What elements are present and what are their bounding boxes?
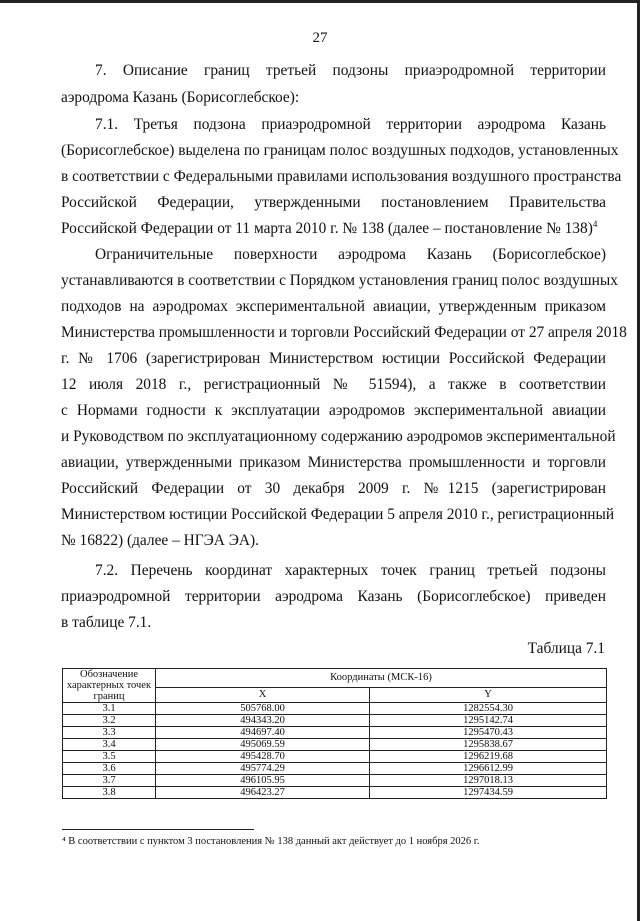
- paragraph-text-line: в соответствии с Федеральными правилами использования воздушного пространства: [61, 168, 622, 185]
- paragraph-text-line: [61, 220, 606, 238]
- header-x: X: [156, 687, 370, 702]
- y-cell: 1295470.43: [370, 727, 607, 739]
- y-cell: 1282554.30: [370, 703, 607, 715]
- header-coordinates: Координаты (МСК-16): [156, 669, 607, 688]
- table-row: [63, 703, 607, 715]
- table-row: [63, 763, 607, 775]
- table-row: [63, 787, 607, 799]
- y-cell: 1295142.74: [370, 715, 607, 727]
- x-cell: 495069.59: [156, 739, 370, 751]
- table-row: [63, 775, 607, 787]
- y-cell: 1297018.13: [370, 775, 607, 787]
- footnote-separator: [62, 829, 254, 830]
- paragraph-text-line: (Борисоглебское) выделена по границам полос воздушных подходов, установленных: [61, 142, 619, 159]
- point-cell: 3.1: [63, 703, 156, 715]
- scan-edge-top: [0, 0, 640, 3]
- paragraph-text-line: г. № 1706 (зарегистрирован Министерством юстиции Российской Федерации: [61, 350, 606, 367]
- paragraph-text-line: с Нормами годности к эксплуатации аэродромов экспериментальной авиации: [61, 402, 606, 419]
- y-cell: 1296219.68: [370, 751, 607, 763]
- page-number: 27: [312, 30, 328, 46]
- paragraph-text-line: 7.1. Третья подзона приаэродромной территории аэродрома Казань: [95, 116, 606, 133]
- paragraph-text-line: авиации, утвержденными приказом Министерства промышленности и торговли: [61, 454, 606, 471]
- x-cell: 495428.70: [156, 751, 370, 763]
- paragraph-text-line: Министерства промышленности и торговли Российский Федерации от 27 апреля 2018: [61, 324, 627, 341]
- paragraph-text-line: приаэродромной территории аэродрома Казань (Борисоглебское) приведен: [61, 588, 606, 605]
- paragraph-text-line: 7.2. Перечень координат характерных точек границ третьей подзоны: [95, 562, 606, 579]
- header-point-designation: Обозначение характерных точек границ: [63, 669, 156, 703]
- paragraph-text-line: Российский Федерации от 30 декабря 2009 г. №1215 (зарегистрирован: [61, 480, 606, 497]
- y-cell: 1296612.99: [370, 763, 607, 775]
- paragraph-text-line: Ограничительные поверхности аэродрома Казань (Борисоглебское): [95, 246, 606, 263]
- table-row: [63, 715, 607, 727]
- point-cell: 3.6: [63, 763, 156, 775]
- paragraph-text-line: устанавливаются в соответствии с Порядком установления границ полос воздушных: [61, 272, 618, 289]
- x-cell: 495774.29: [156, 763, 370, 775]
- paragraph-text-line: Российской Федерации, утвержденными постановлением Правительства: [61, 194, 606, 211]
- table-row: [63, 739, 607, 751]
- table-row: [63, 751, 607, 763]
- paragraph-text-line: подходов на аэродромах экспериментальной авиации, утвержденным приказом: [61, 298, 606, 315]
- footnote-text: ⁴ В соответствии с пунктом 3 постановления № 138 данный акт действует до 1 ноября 2026 г.: [62, 836, 480, 847]
- x-cell: 505768.00: [156, 703, 370, 715]
- x-cell: 494697.40: [156, 727, 370, 739]
- point-cell: 3.8: [63, 787, 156, 799]
- y-cell: 1295838.67: [370, 739, 607, 751]
- table-caption: Таблица 7.1: [527, 640, 605, 657]
- point-cell: 3.5: [63, 751, 156, 763]
- x-cell: 496423.27: [156, 787, 370, 799]
- coordinates-table: [62, 668, 607, 799]
- footnote-marker: 4: [592, 218, 598, 229]
- paragraph-text-line: и Руководством по эксплуатационному содержанию аэродромов экспериментальной: [61, 428, 616, 445]
- paragraph-text-line: № 16822) (далее – НГЭА ЭА).: [61, 532, 260, 549]
- point-cell: 3.7: [63, 775, 156, 787]
- paragraph-text-line: Министерством юстиции Российской Федерации 5 апреля 2010 г., регистрационный: [61, 506, 615, 523]
- y-cell: 1297434.59: [370, 787, 607, 799]
- paragraph-text-line: в таблице 7.1.: [61, 614, 152, 631]
- section-heading-line-2: аэродрома Казань (Борисоглебское):: [61, 89, 300, 106]
- section-heading-line-1: 7. Описание границ третьей подзоны приаэродромной территории: [95, 62, 606, 79]
- paragraph-text: Российской Федерации от 11 марта 2010 г. № 138 (далее – постановление № 138): [61, 220, 593, 237]
- header-y: Y: [370, 687, 607, 702]
- point-cell: 3.2: [63, 715, 156, 727]
- point-cell: 3.3: [63, 727, 156, 739]
- paragraph-text-line: 12 июля 2018 г., регистрационный № 51594), а также в соответствии: [61, 376, 606, 393]
- point-cell: 3.4: [63, 739, 156, 751]
- x-cell: 494343.20: [156, 715, 370, 727]
- table-row: [63, 727, 607, 739]
- x-cell: 496105.95: [156, 775, 370, 787]
